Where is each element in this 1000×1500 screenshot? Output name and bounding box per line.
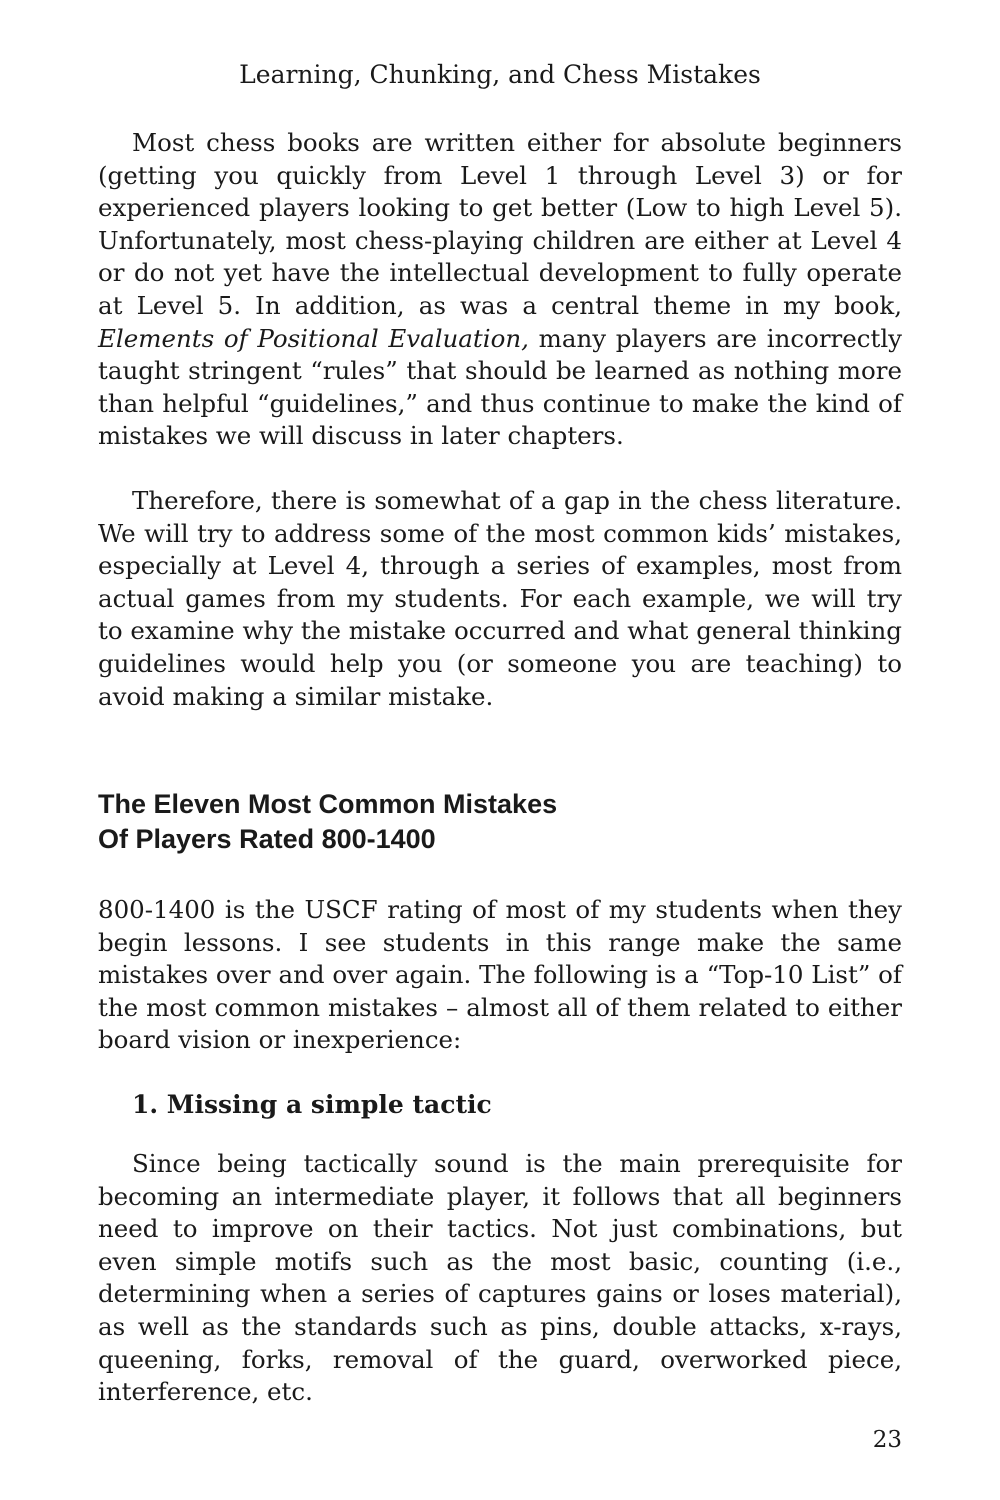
book-title: Elements of Positional Evaluation, [98, 323, 529, 353]
section-heading-line-1: The Eleven Most Common Mistakes [98, 789, 558, 819]
paragraph-uscf-rating: 800-1400 is the USCF rating of most of my students when they begin lessons. I see students in this range make the same mistakes over and over again. The following is a “Top-10 List” of the most common mistakes – almost all of them related to either board vision or inexperience: [98, 895, 902, 1055]
mistake-1-heading: 1. Missing a simple tactic [132, 1090, 492, 1119]
section-heading [98, 787, 902, 857]
paragraph-text: Most chess books are written either for absolute beginners (getting you quickly from Level 1 through Level 3) or for experienced players looking to get better (Low to high Level 5). Unfortunately, most chess-playing children are either at Level 4 or do not yet have the intellectual development to fully operate at Level 5. In addition, as was a central theme in my book, [98, 128, 902, 320]
paragraph-text: many players are incorrectly taught stringent “rules” that should be learned as nothing more than helpful “guidelines,” and thus continue to make the kind of mistakes we will discuss in later chapters. [98, 323, 902, 451]
paragraph-tactics: Since being tactically sound is the main prerequisite for becoming an intermediate player, it follows that all beginners need to improve on their tactics. Not just combinations, but even simple motifs such as the most basic, counting (i.e., determining when a series of captures gains or loses material), as well as the standards such as pins, double attacks, x-rays, queening, forks, removal of the guard, overworked piece, interference, etc. [98, 1149, 902, 1407]
section-heading-line-2: Of Players Rated 800-1400 [98, 824, 436, 854]
paragraph-literature-gap: Therefore, there is somewhat of a gap in the chess literature. We will try to address some of the most common kids’ mistakes, especially at Level 4, through a series of examples, most from actual games from my students. For each example, we will try to examine why the mistake occurred and what general thinking guidelines would help you (or someone you are teaching) to avoid making a similar mistake. [98, 486, 902, 711]
paragraph-chess-books-levels [98, 127, 902, 453]
page-number: 23 [872, 1427, 902, 1453]
running-head: Learning, Chunking, and Chess Mistakes [239, 60, 761, 89]
